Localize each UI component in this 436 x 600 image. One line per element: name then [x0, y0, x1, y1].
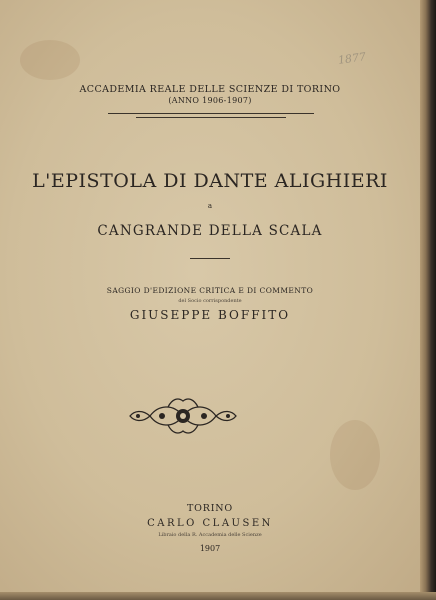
- paper-stain: [20, 40, 80, 80]
- edition-description: SAGGIO D'EDIZIONE CRITICA E DI COMMENTO: [106, 286, 314, 295]
- academic-year: (ANNO 1906-1907): [168, 96, 252, 105]
- header-rule: [108, 113, 314, 114]
- subtitle: CANGRANDE DELLA SCALA: [97, 223, 323, 239]
- header-rule: [136, 117, 286, 118]
- academy-heading: ACCADEMIA REALE DELLE SCIENZE DI TORINO: [79, 84, 341, 95]
- author-name: GIUSEPPE BOFFITO: [129, 308, 291, 322]
- publisher-name: CARLO CLAUSEN: [147, 518, 273, 529]
- main-title: L'EPISTOLA DI DANTE ALIGHIERI: [32, 170, 388, 192]
- publication-year: 1907: [199, 544, 221, 553]
- title-connector: a: [207, 202, 213, 210]
- ornament-icon: [128, 395, 238, 437]
- author-byline: del Socio corrispondente: [178, 298, 242, 304]
- pencil-annotation: 1877: [337, 50, 367, 67]
- title-divider: [190, 258, 230, 259]
- paper-stain: [330, 420, 380, 490]
- imprint-city: TORINO: [187, 503, 233, 514]
- page-edge-shadow: [420, 0, 436, 600]
- page-bottom-edge: [0, 592, 436, 600]
- publisher-note: Libraio della R. Accademia delle Scienze: [158, 532, 262, 538]
